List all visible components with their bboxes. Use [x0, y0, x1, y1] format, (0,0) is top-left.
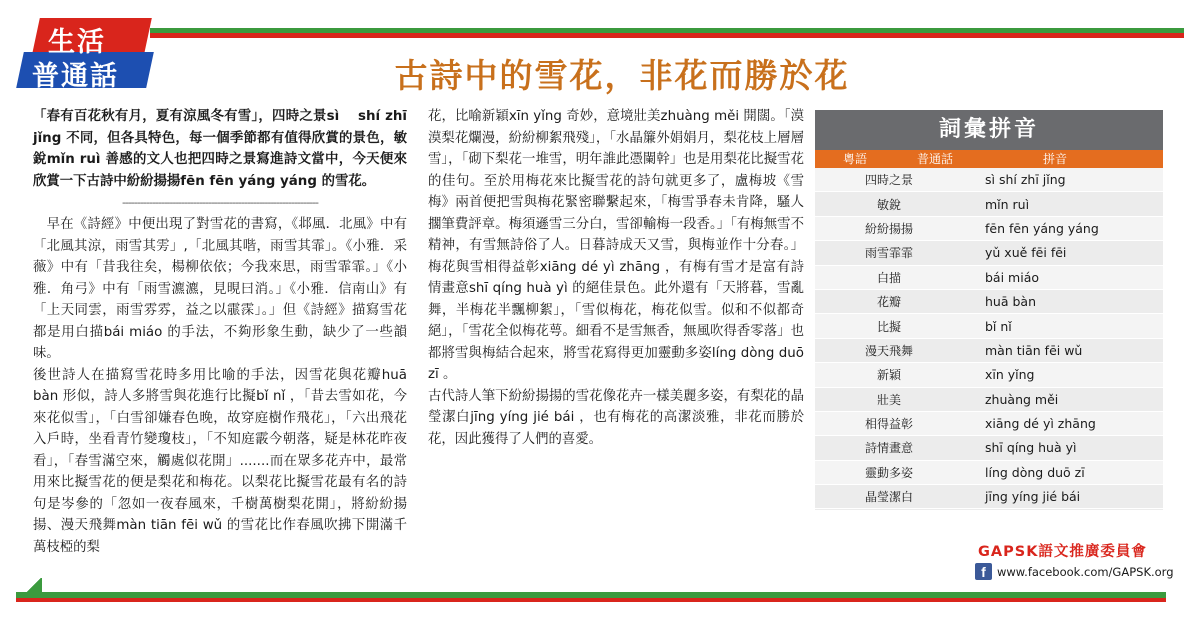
bottom-stripe-red	[16, 598, 1166, 602]
vocab-column-headers	[815, 150, 1163, 168]
vocab-term: 壯美	[876, 392, 901, 407]
header-putonghua: 普通話	[917, 152, 954, 166]
vocab-pinyin: fēn fēn yáng yáng	[985, 220, 1099, 236]
vocab-table	[815, 110, 1163, 510]
header-pinyin: 拼音	[1043, 152, 1068, 166]
lead-paragraph: 「春有百花秋有月，夏有涼風冬有雪」，四時之景sì shí zhī jǐng 不同，但各具特色，每一個季節都有值得欣賞的景色，敏銳mǐn ruì 善感的文人也把四時之景寫進詩文當中，今天便來欣賞一下古詩中紛紛揚揚fēn fēn yáng yáng 的雪花。	[33, 109, 407, 189]
vocab-row	[815, 217, 1163, 241]
vocab-term: 四時之景	[864, 173, 913, 188]
vocab-term: 相得益彰	[864, 417, 913, 432]
vocab-term: 晶瑩潔白	[864, 490, 913, 505]
vocab-term: 靈動多姿	[864, 465, 913, 480]
vocab-pinyin: shī qíng huà yì	[985, 440, 1077, 456]
separator: ------------------------------------------------------------------	[122, 196, 318, 209]
bottom-stripe	[16, 578, 1166, 602]
vocab-row	[815, 363, 1163, 387]
paragraph-2: 後世詩人在描寫雪花時多用比喻的手法，因雪花與花瓣huā bàn 形似，詩人多將雪與花進行比擬bǐ nǐ ，「昔去雪如花，今來花似雪」，「白雪卻嫌春色晚，故穿庭樹作飛花」，「六出飛花入戶時，坐看青竹變瓊枝」，「不知庭霰今朝落，疑是林花昨夜看」，「春雪滿空來，觸處似花開」.......而在眾多花卉中，最常用來比擬雪花的便是梨花和梅花。以梨花比擬雪花最有名的詩句是岑參的「忽如一夜春風來，千樹萬樹梨花開」，將紛紛揚揚、漫天飛舞màn tiān fēi wǔ 的雪花比作春風吹拂下開滿千萬枝椏的梨	[33, 367, 407, 555]
vocab-pinyin: bǐ nǐ	[985, 318, 1012, 334]
header-cantonese: 粵語	[843, 152, 868, 166]
vocab-pinyin: mǐn ruì	[985, 196, 1030, 212]
logo-line1: 生活	[48, 27, 106, 58]
top-stripe	[150, 28, 1184, 38]
vocab-row	[815, 436, 1163, 460]
vocab-term: 新穎	[876, 368, 901, 383]
vocab-term: 比擬	[876, 319, 901, 334]
vocab-row	[815, 266, 1163, 290]
article-column-1	[33, 106, 407, 558]
vocab-row	[815, 314, 1163, 338]
vocab-term: 花瓣	[876, 295, 901, 310]
vocab-term: 雨雪霏霏	[864, 246, 913, 261]
vocab-row	[815, 290, 1163, 314]
vocab-title: 詞彙拼音	[815, 110, 1163, 150]
vocab-term: 漫天飛舞	[864, 343, 913, 358]
vocab-term: 白描	[876, 270, 901, 285]
vocab-pinyin: huā bàn	[985, 294, 1036, 310]
vocab-pinyin: yǔ xuě fēi fēi	[985, 245, 1067, 261]
vocab-row	[815, 339, 1163, 363]
logo-line2: 普通話	[32, 61, 119, 92]
top-stripe-red	[150, 33, 1184, 38]
paragraph-1: 早在《詩經》中便出現了對雪花的書寫，《邶風．北風》中有「北風其涼，雨雪其雱」,「北風其喈，雨雪其霏」。《小雅．采薇》中有「昔我往矣，楊柳依依；今我來思，雨雪霏霏。」《小雅．角弓》中有「雨雪瀌瀌，見晛曰消。」《小雅．信南山》有「上天同雲，雨雪雰雰，益之以霢霂」。」但《詩經》描寫雪花都是用白描bái miáo 的手法，不夠形象生動，缺少了一些韻味。	[33, 217, 407, 361]
vocab-pinyin: líng dòng duō zī	[985, 464, 1085, 480]
vocab-pinyin: xiāng dé yì zhāng	[985, 416, 1096, 432]
vocab-rows	[815, 168, 1163, 509]
vocab-row	[815, 192, 1163, 216]
vocab-pinyin: xīn yǐng	[985, 367, 1035, 383]
vocab-pinyin: sì shí zhī jǐng	[985, 172, 1066, 188]
vocab-pinyin: bái miáo	[985, 269, 1039, 285]
vocab-row	[815, 461, 1163, 485]
vocab-term: 紛紛揚揚	[864, 221, 913, 236]
vocab-term: 敏銳	[876, 197, 901, 212]
vocab-term: 詩情畫意	[864, 441, 913, 456]
facebook-url[interactable]: www.facebook.com/GAPSK.org	[997, 564, 1174, 579]
vocab-row	[815, 241, 1163, 265]
facebook-icon: f	[975, 563, 992, 580]
paragraph-3: 花，比喻新穎xīn yǐng 奇妙，意境壯美zhuàng měi 開闊。「漠漠梨花爛漫，紛紛柳絮飛殘」，「水晶簾外娟娟月，梨花枝上層層雪」，「砌下梨花一堆雪，明年誰此憑闌幹」也是用梨花比擬雪花的佳句。至於用梅花來比擬雪花的詩句就更多了，盧梅坡《雪梅》兩首便把雪與梅花緊密聯繫起來，「梅雪爭春未肯降，騷人擱筆費評章。梅須遜雪三分白，雪卻輸梅一段香。」「有梅無雪不精神，有雪無詩俗了人。日暮詩成天又雪，與梅並作十分春。」梅花與雪相得益彰xiāng dé yì zhāng ，有梅有雪才是富有詩情畫意shī qíng huà yì 的絕佳景色。此外還有「天將暮，雪亂舞，半梅花半飄柳絮」，「雪似梅花，梅花似雪。似和不似都奇絕」，「雪花全似梅花萼。細看不是雪無香，無風吹得香零落」也都將雪與梅結合起來，將雪花寫得更加靈動多姿líng dòng duō zī 。	[428, 109, 804, 382]
page-title: 古詩中的雪花，非花而勝於花	[394, 56, 850, 95]
vocab-row	[815, 485, 1163, 509]
vocab-row	[815, 412, 1163, 436]
article-column-2	[428, 106, 804, 450]
vocab-row	[815, 388, 1163, 412]
vocab-pinyin: jīng yíng jié bái	[985, 489, 1081, 505]
vocab-pinyin: zhuàng měi	[985, 391, 1059, 407]
vocab-pinyin: màn tiān fēi wǔ	[985, 342, 1083, 358]
org-name: GAPSK語文推廣委員會	[978, 544, 1147, 560]
vocab-row	[815, 168, 1163, 192]
paragraph-4: 古代詩人筆下紛紛揚揚的雪花像花卉一樣美麗多姿，有梨花的晶瑩潔白jīng yíng jié bái ，也有梅花的高潔淡雅，非花而勝於花，因此獲得了人們的喜愛。	[428, 388, 804, 447]
